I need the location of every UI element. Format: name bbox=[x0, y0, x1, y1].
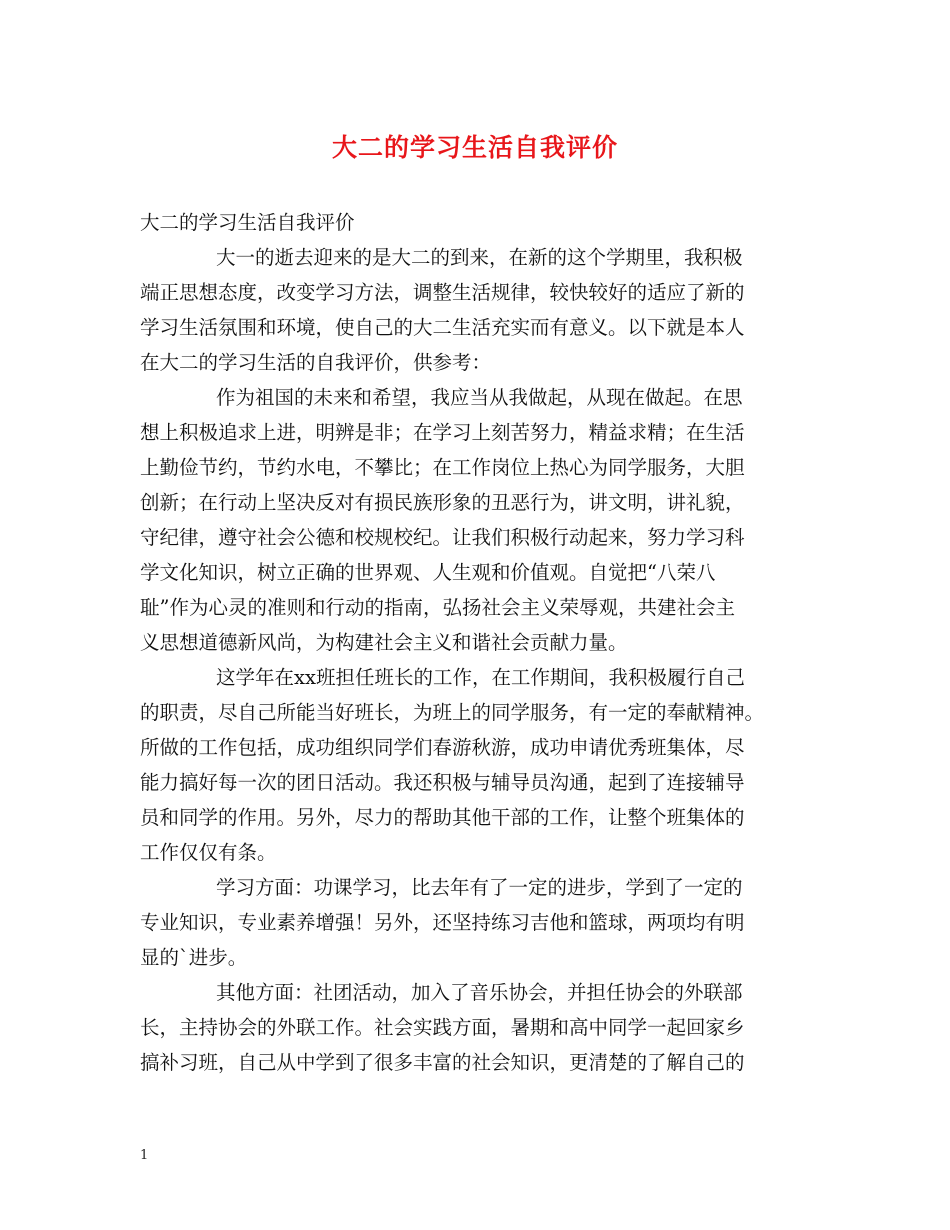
paragraph-line: 上勤俭节约，节约水电，不攀比；在工作岗位上热心为同学服务，大胆 bbox=[140, 456, 745, 479]
paragraph-line: 端正思想态度，改变学习方法，调整生活规律，较快较好的适应了新的 bbox=[140, 281, 745, 304]
paragraph-line: 搞补习班，自己从中学到了很多丰富的社会知识，更清楚的了解自己的 bbox=[140, 1051, 745, 1074]
paragraph-line: 在大二的学习生活的自我评价，供参考： bbox=[140, 351, 492, 374]
paragraph-line: 工作仅仅有条。 bbox=[140, 841, 277, 864]
paragraph-line: 想上积极追求上进，明辨是非；在学习上刻苦努力，精益求精；在生活 bbox=[140, 421, 745, 444]
paragraph-line: 专业知识，专业素养增强！另外，还坚持练习吉他和篮球，两项均有明 bbox=[140, 911, 745, 934]
paragraph-line: 守纪律，遵守社会公德和校规校纪。让我们积极行动起来，努力学习科 bbox=[140, 526, 745, 549]
paragraph-line: 耻”作为心灵的准则和行动的指南，弘扬社会主义荣辱观，共建社会主 bbox=[140, 596, 735, 619]
paragraph-line: 显的`进步。 bbox=[140, 946, 248, 969]
paragraph-line: 能力搞好每一次的团日活动。我还积极与辅导员沟通，起到了连接辅导 bbox=[140, 771, 745, 794]
paragraph-line: 学文化知识，树立正确的世界观、人生观和价值观。自觉把“八荣八 bbox=[140, 561, 716, 584]
paragraph-line: 长，主持协会的外联工作。社会实践方面，暑期和高中同学一起回家乡 bbox=[140, 1016, 745, 1039]
paragraph-line: 作为祖国的未来和希望，我应当从我做起，从现在做起。在思 bbox=[216, 386, 743, 409]
paragraph-line: 其他方面：社团活动，加入了音乐协会，并担任协会的外联部 bbox=[216, 981, 743, 1004]
paragraph-2 bbox=[140, 380, 830, 660]
paragraph-3 bbox=[140, 660, 830, 870]
document-subtitle: 大二的学习生活自我评价 bbox=[140, 211, 355, 234]
paragraph-line: 员和同学的作用。另外，尽力的帮助其他干部的工作，让整个班集体的 bbox=[140, 806, 745, 829]
document-body bbox=[140, 205, 830, 1080]
paragraph-line: 学习生活氛围和环境，使自己的大二生活充实而有意义。以下就是本人 bbox=[140, 316, 745, 339]
paragraph-line: 的职责，尽自己所能当好班长，为班上的同学服务，有一定的奉献精神。 bbox=[140, 701, 765, 724]
document-title: 大二的学习生活自我评价 bbox=[331, 133, 618, 162]
paragraph-line: 这学年在xx班担任班长的工作，在工作期间，我积极履行自己 bbox=[216, 666, 745, 689]
paragraph-5 bbox=[140, 975, 830, 1080]
paragraph-line: 所做的工作包括，成功组织同学们春游秋游，成功申请优秀班集体，尽 bbox=[140, 736, 745, 759]
paragraph-line: 义思想道德新风尚，为构建社会主义和谐社会贡献力量。 bbox=[140, 631, 628, 654]
paragraph-1 bbox=[140, 240, 830, 380]
paragraph-line: 大一的逝去迎来的是大二的到来，在新的这个学期里，我积极 bbox=[216, 246, 743, 269]
page-number: 1 bbox=[140, 1148, 149, 1163]
paragraph-4 bbox=[140, 870, 830, 975]
paragraph-line: 创新；在行动上坚决反对有损民族形象的丑恶行为，讲文明，讲礼貌， bbox=[140, 491, 745, 514]
paragraph-line: 学习方面：功课学习，比去年有了一定的进步，学到了一定的 bbox=[216, 876, 743, 899]
